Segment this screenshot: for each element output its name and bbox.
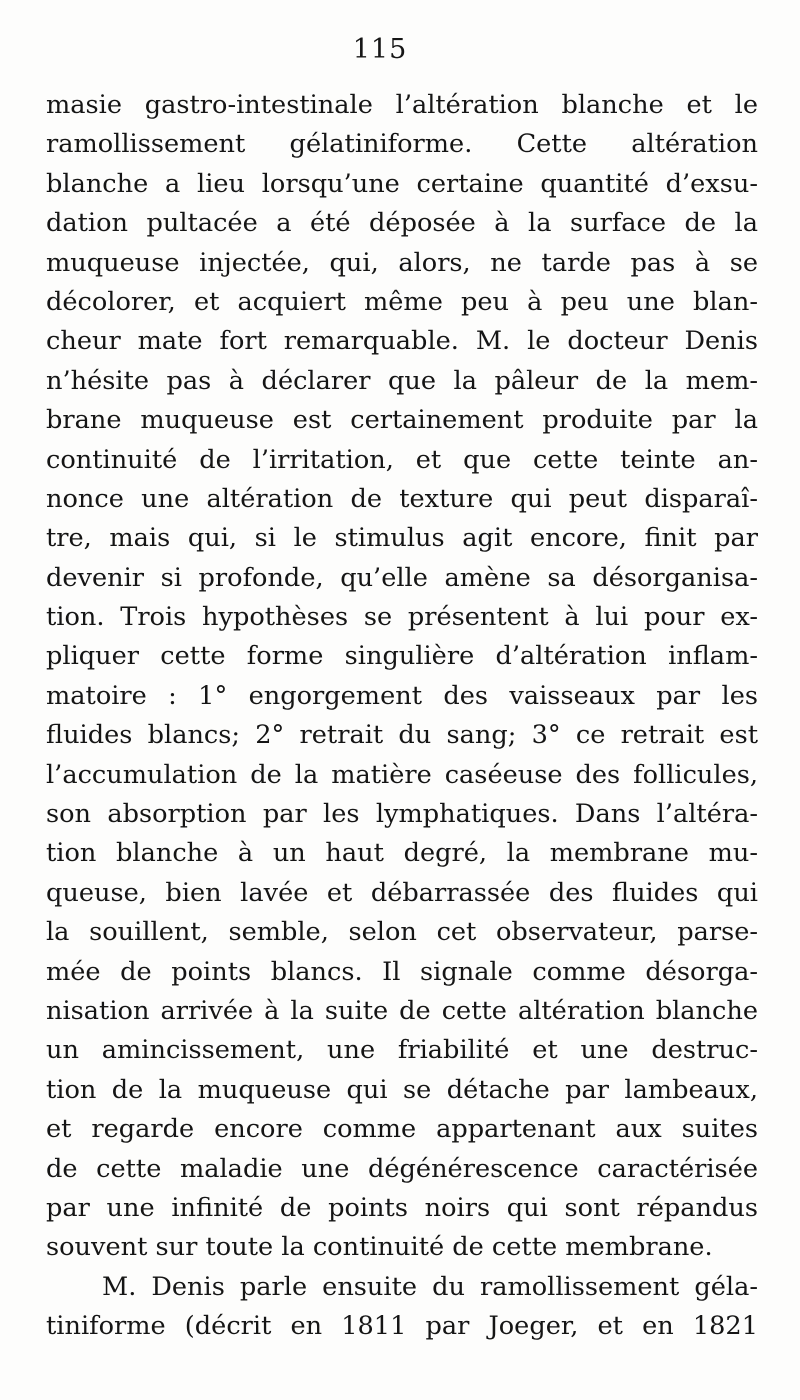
text-line: la souillent, semble, selon cet observateur, parse-: [46, 917, 758, 948]
text-line: n’hésite pas à déclarer que la pâleur de la mem-: [46, 365, 758, 396]
text-line: muqueuse injectée, qui, alors, ne tarde pas à se: [46, 247, 758, 278]
text-line: son absorption par les lymphatiques. Dans l’altéra-: [46, 799, 758, 830]
text-line: décolorer, et acquiert même peu à peu une blan-: [46, 286, 758, 317]
text-line: blanche a lieu lorsqu’une certaine quantité d’exsu-: [46, 168, 758, 199]
text-line: masie gastro-intestinale l’altération blanche et le: [46, 90, 758, 120]
body-text: [46, 86, 758, 1347]
text-line: souvent sur toute la continuité de cette membrane.: [46, 1232, 713, 1263]
text-line: un amincissement, une friabilité et une destruc-: [46, 1035, 758, 1066]
text-line: dation pultacée a été déposée à la surface de la: [46, 208, 758, 239]
text-line: M. Denis parle ensuite du ramollissement géla-: [102, 1271, 758, 1302]
text-line: mée de points blancs. Il signale comme désorga-: [46, 956, 758, 987]
text-line: tiniforme (décrit en 1811 par Joeger, et en 1821: [46, 1311, 758, 1342]
text-line: queuse, bien lavée et débarrassée des fluides qui: [46, 877, 758, 908]
text-line: tion de la muqueuse qui se détache par lambeaux,: [46, 1074, 758, 1105]
text-line: tion. Trois hypothèses se présentent à lui pour ex-: [46, 602, 758, 633]
text-line: et regarde encore comme appartenant aux suites: [46, 1114, 758, 1145]
page-number: 115: [352, 34, 408, 65]
text-line: nisation arrivée à la suite de cette altération blanche: [46, 995, 758, 1026]
text-line: cheur mate fort remarquable. M. le docteur Denis: [46, 326, 758, 357]
text-line: l’accumulation de la matière caséeuse des follicules,: [46, 759, 758, 790]
text-line: matoire : 1° engorgement des vaisseaux par les: [46, 680, 758, 711]
text-line: par une infinité de points noirs qui sont répandus: [46, 1192, 758, 1223]
text-line: brane muqueuse est certainement produite par la: [46, 405, 758, 436]
text-line: de cette maladie une dégénérescence caractérisée: [46, 1153, 758, 1184]
text-line: tre, mais qui, si le stimulus agit encore, finit par: [46, 523, 758, 554]
text-line: tion blanche à un haut degré, la membrane mu-: [46, 838, 758, 869]
text-line: pliquer cette forme singulière d’altération inflam-: [46, 641, 758, 672]
text-line: devenir si profonde, qu’elle amène sa désorganisa-: [46, 562, 758, 593]
text-line: ramollissement gélatiniforme. Cette altération: [46, 129, 758, 160]
text-line: nonce une altération de texture qui peut disparaî-: [46, 483, 758, 514]
text-line: continuité de l’irritation, et que cette teinte an-: [46, 444, 758, 475]
text-line: fluides blancs; 2° retrait du sang; 3° ce retrait est: [46, 720, 758, 751]
